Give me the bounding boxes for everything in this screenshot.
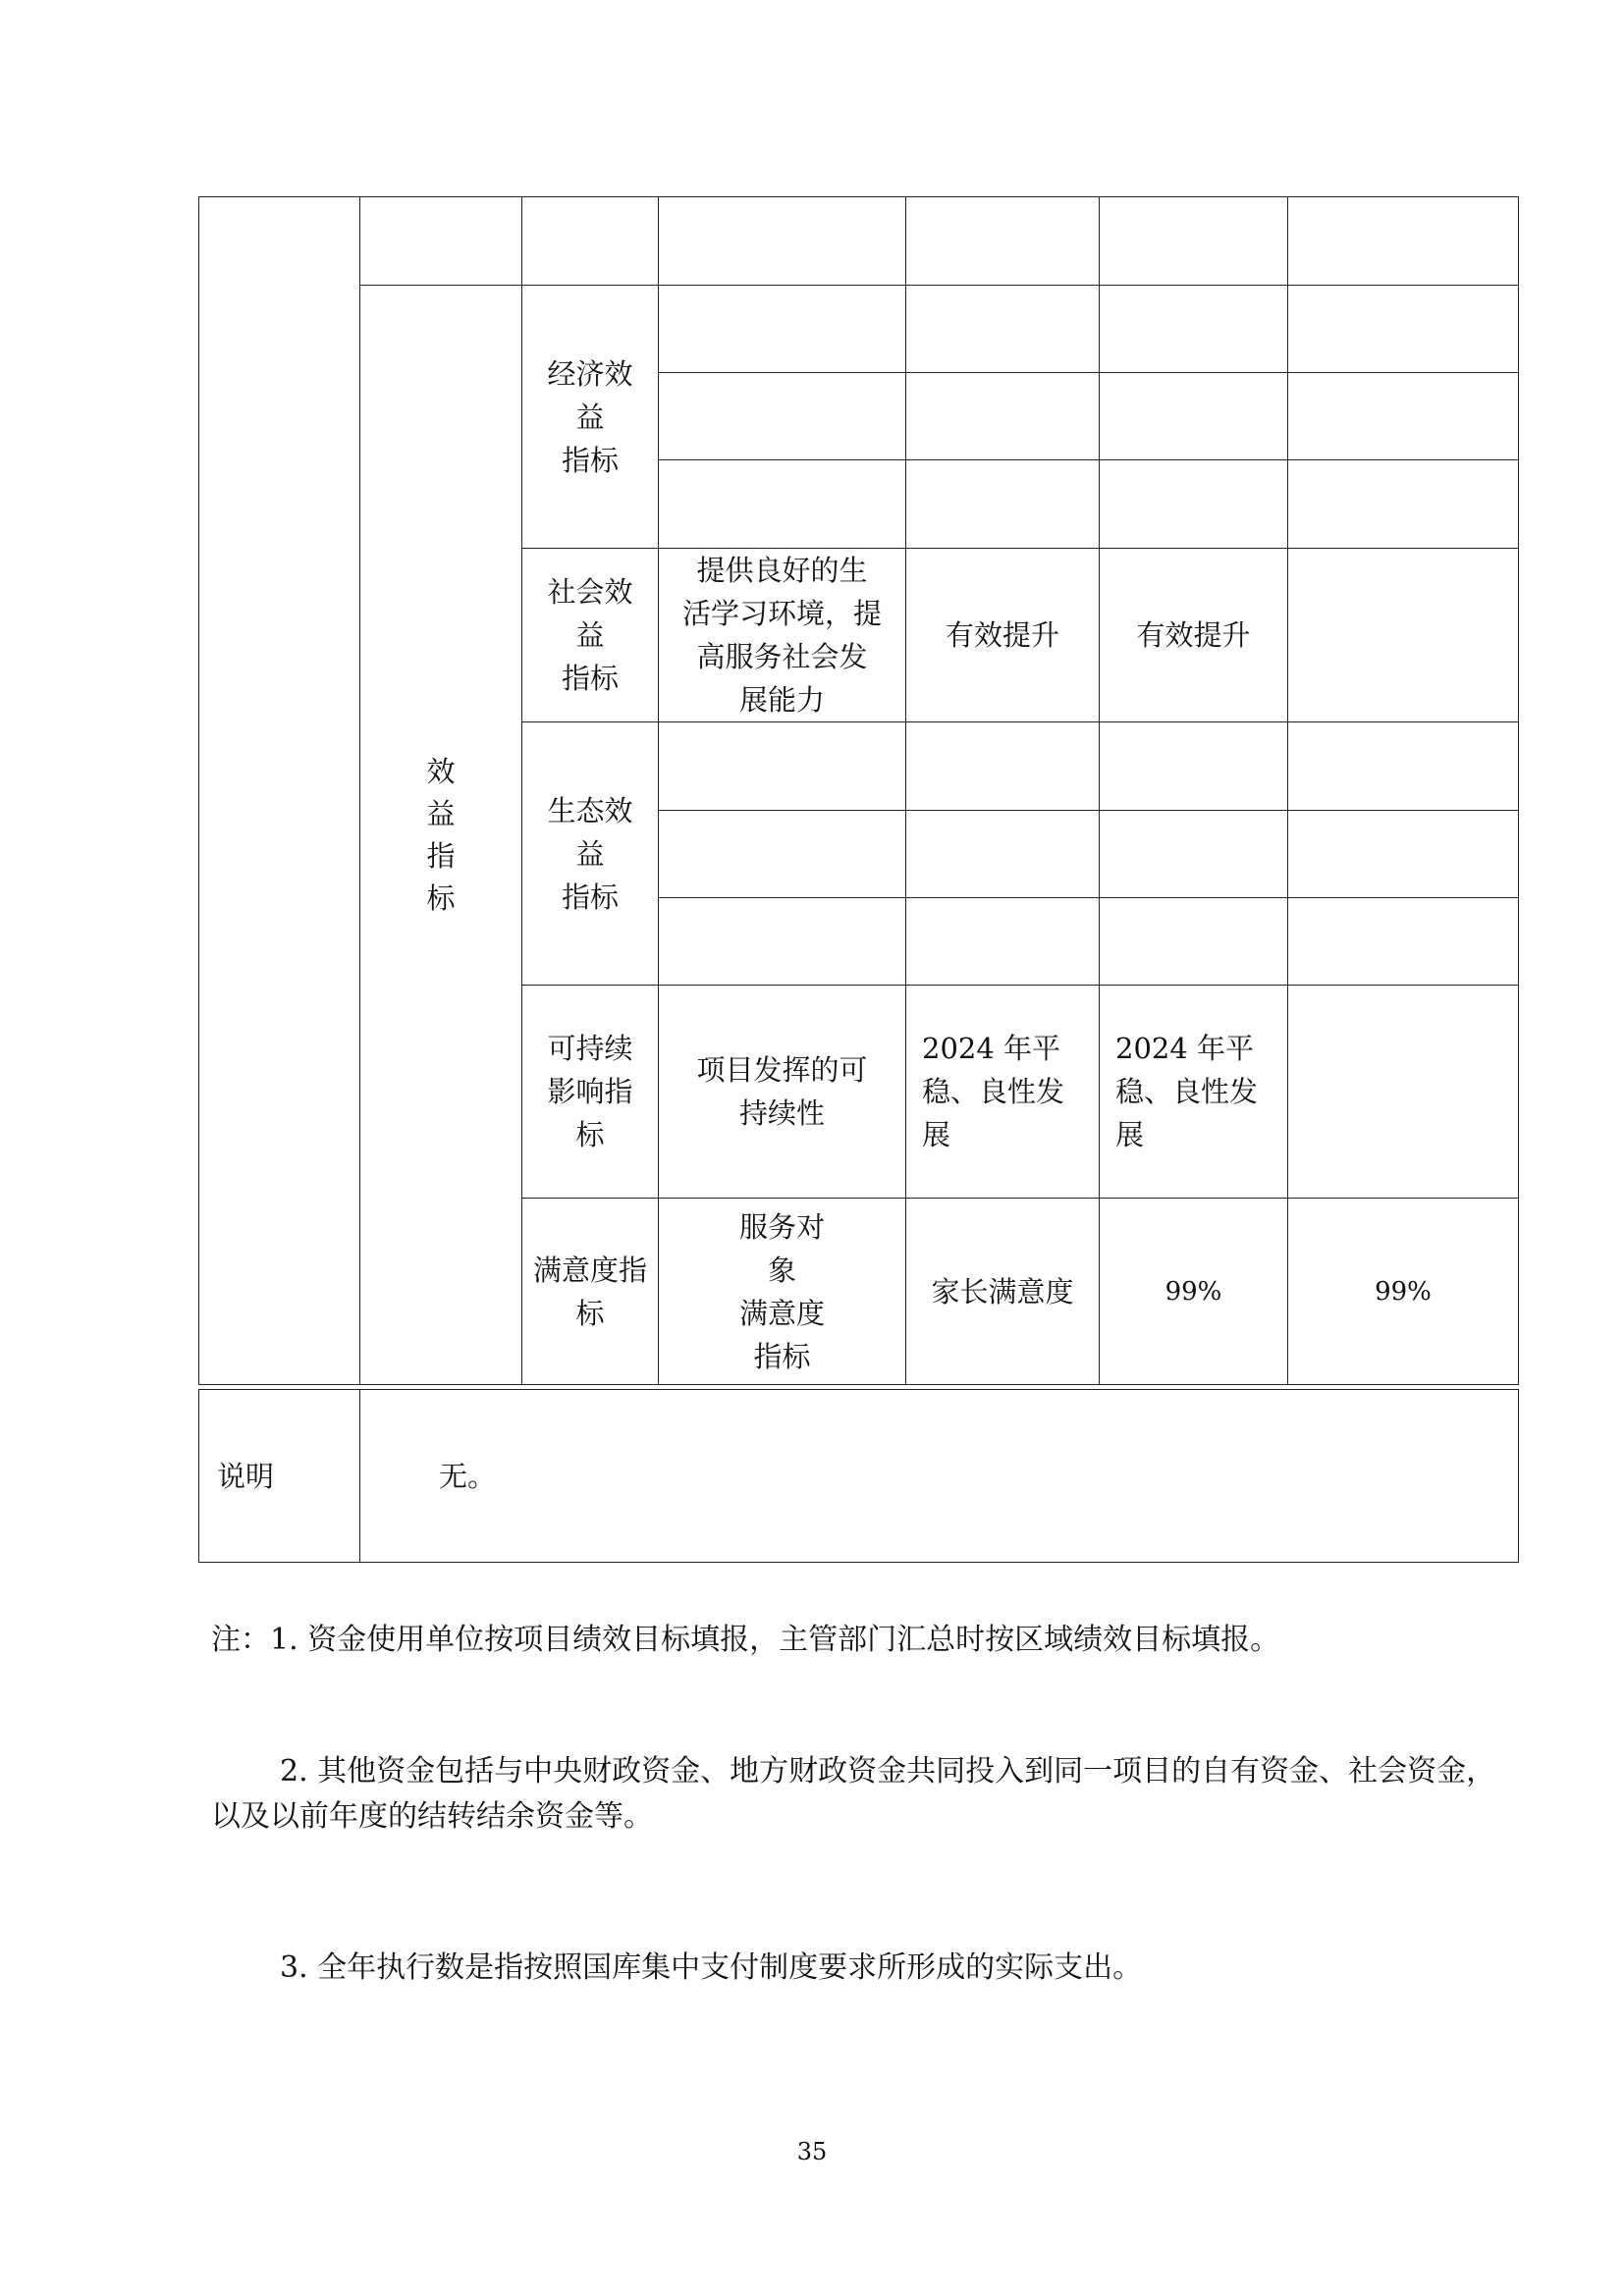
cell — [1100, 460, 1288, 549]
satisfaction-group-label: 满意度指 标 — [532, 1253, 647, 1330]
remark-text-cell — [360, 1390, 1519, 1563]
satisfaction-group-cell — [522, 1199, 659, 1385]
sustain-label: 可持续 影响指 标 — [547, 1032, 633, 1151]
social-label-cell — [522, 549, 659, 722]
cell — [906, 286, 1100, 373]
social-content-cell — [659, 549, 906, 722]
social-actual-cell — [1100, 549, 1288, 722]
satisfaction-label-cell — [659, 1199, 906, 1385]
cell — [1288, 811, 1519, 898]
cell — [1288, 197, 1519, 286]
economic-label: 经济效 益 指标 — [547, 356, 633, 477]
cell — [1100, 373, 1288, 460]
satisfaction-target: 99% — [1164, 1276, 1222, 1307]
outer-blank-cell — [199, 197, 360, 1385]
effect-group-cell — [360, 286, 522, 1385]
sustain-content: 项目发挥的可 持续性 — [696, 1053, 868, 1130]
cell — [659, 898, 906, 986]
cell — [1288, 460, 1519, 549]
social-label: 社会效 益 指标 — [547, 575, 633, 695]
ecology-label: 生态效 益 指标 — [547, 793, 633, 914]
cell — [659, 286, 906, 373]
cell — [522, 197, 659, 286]
sustain-label-cell — [522, 986, 659, 1199]
sustain-content-cell — [659, 986, 906, 1199]
cell — [906, 722, 1100, 811]
page-number: 35 — [796, 2138, 828, 2165]
cell — [1100, 722, 1288, 811]
cell — [659, 460, 906, 549]
cell — [1100, 286, 1288, 373]
note-2: 2. 其他资金包括与中央财政资金、地方财政资金共同投入到同一项目的自有资金、社会资金，以及以前年度的结转结余资金等。 — [211, 1754, 1496, 1834]
cell — [906, 197, 1100, 286]
cell — [360, 197, 522, 286]
satisfaction-actual: 99% — [1375, 1276, 1432, 1307]
cell — [906, 460, 1100, 549]
ecology-label-cell — [522, 722, 659, 986]
note-3: 3. 全年执行数是指按照国库集中支付制度要求所形成的实际支出。 — [280, 1950, 1143, 1985]
cell — [659, 722, 906, 811]
sustain-target-cell — [906, 986, 1100, 1199]
cell — [906, 373, 1100, 460]
social-target-cell — [906, 549, 1100, 722]
cell — [906, 811, 1100, 898]
cell — [906, 898, 1100, 986]
cell — [1288, 722, 1519, 811]
satisfaction-label: 服务对 象 满意度 指标 — [738, 1209, 825, 1373]
cell — [659, 197, 906, 286]
sustain-actual: 2024 年平 稳、良性发 展 — [1115, 1032, 1259, 1151]
note-1: 注：1. 资金使用单位按项目绩效目标填报，主管部门汇总时按区域绩效目标填报。 — [211, 1623, 1280, 1657]
performance-table — [198, 196, 1519, 1385]
cell — [1100, 197, 1288, 286]
cell — [1288, 373, 1519, 460]
remark-text: 无。 — [439, 1459, 497, 1493]
cell — [1100, 811, 1288, 898]
cell — [659, 373, 906, 460]
satisfaction-actual-cell — [1288, 1199, 1519, 1385]
remark-label: 说明 — [217, 1459, 275, 1493]
cell — [1288, 286, 1519, 373]
remark-table — [198, 1389, 1519, 1563]
social-content: 提供良好的生 活学习环境，提 高服务社会发 展能力 — [681, 554, 882, 717]
satisfaction-content: 家长满意度 — [931, 1274, 1074, 1308]
cell — [659, 811, 906, 898]
cell — [1288, 898, 1519, 986]
social-actual: 有效提升 — [1136, 618, 1251, 652]
satisfaction-target-cell — [1100, 1199, 1288, 1385]
economic-label-cell — [522, 286, 659, 549]
cell — [1288, 549, 1519, 722]
sustain-target: 2024 年平 稳、良性发 展 — [922, 1032, 1065, 1151]
sustain-actual-cell — [1100, 986, 1288, 1199]
remark-label-cell — [199, 1390, 360, 1563]
social-target: 有效提升 — [945, 618, 1059, 652]
effect-group-label: 效 益 指 标 — [426, 754, 456, 915]
cell — [1100, 898, 1288, 986]
cell — [1288, 986, 1519, 1199]
satisfaction-content-cell — [906, 1199, 1100, 1385]
